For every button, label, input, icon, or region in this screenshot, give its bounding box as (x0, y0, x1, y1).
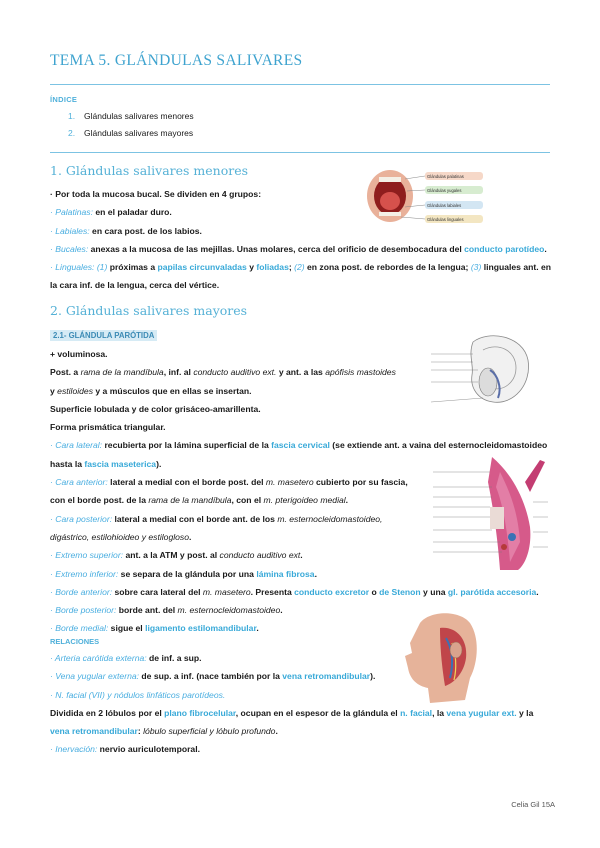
index-item[interactable]: 1. Glándulas salivares menores (68, 111, 194, 121)
link-stenon[interactable]: de Stenon (379, 586, 421, 597)
linguales-line-2: la cara inf. de la lengua, cerca del vértice. (50, 280, 220, 291)
link-lamina-fibrosa[interactable]: lámina fibrosa (256, 568, 315, 579)
title-divider (50, 84, 550, 85)
fig-label-yugales: Glándulas yugales (427, 188, 462, 193)
link-vena-yugular-ext[interactable]: vena yugular ext. (446, 707, 517, 718)
link-conducto-parotideo[interactable]: conducto parotídeo (464, 243, 545, 254)
link-fascia-maseterica[interactable]: fascia maseterica (84, 458, 157, 469)
link-fascia-cervical[interactable]: fascia cervical (271, 440, 330, 451)
fig-label-labiales: Glándulas labiales (427, 203, 462, 208)
section2-title: 2. Glándulas salivares mayores (50, 303, 248, 318)
section1-body (50, 185, 555, 295)
index-heading: ÍNDICE (50, 95, 78, 104)
intro-line: · Por toda la mucosa bucal. Se dividen en 4 grupos: (50, 189, 262, 199)
document-title: TEMA 5. GLÁNDULAS SALIVARES (50, 52, 303, 69)
link-vena-retromandibular-2[interactable]: vena retromandibular (50, 726, 138, 737)
link-vena-retromandibular[interactable]: vena retromandibular (282, 671, 371, 682)
index-item[interactable]: 2. Glándulas salivares mayores (68, 128, 194, 138)
labiales-line: · Labiales: en cara post. de los labios. (50, 225, 202, 236)
section1-title: 1. Glándulas salivares menores (50, 163, 249, 178)
fig-label-palatinas: Glándulas palatinas (427, 174, 464, 179)
link-parotida-accesoria[interactable]: gl. parótida accesoria (447, 586, 537, 597)
relations-body: · Arteria carótida externa: de inf. a sup. · Vena yugular externa: de sup. a inf. (nace también por la vena retromandibular). · N. facial (VII) y nódulos linfáticos parotídeos. Dividida en 2 lóbulos por el plano fibrocelular, ocupan en el espesor de la glándula el n. facial, la vena yugular ext. y la vena retromandibular: lóbulo superficial y lóbulo profundo. · Inervación: nervio auriculotemporal. (50, 653, 534, 755)
section2-body: + voluminosa. Post. a rama de la mandíbula, inf. al conducto auditivo ext. y ant. a las apófisis mastoides y estiloides y a músculos que en ellas se insertan. Superficie lobulada y de color grisáceo-amarillenta. Forma prismática triangular. · Cara lateral: recubierta por la lámina superficial de la fascia cervical (se extiende ant. a vaina del esternocleidomastoideo hasta la fascia maseterica). · Cara anterior: lateral a medial con el borde post. del m. masetero cubierto por su fascia, con el borde post. de la rama de la mandíbula, con el m. pterigoideo medial. · Cara posterior: lateral a medial con el borde ant. de los m. esternocleidomastoideo, digástrico, estilohioideo y estilogloso. · Extremo superior: ant. a la ATM y post. al conducto auditivo ext. · Extremo inferior: se separa de la glándula por una lámina fibrosa. · Borde anterior: sobre cara lateral del m. masetero. Presenta conducto excretor o de Stenon y una gl. parótida accesoria. · Borde posterior: borde ant. del m. esternocleidomastoideo. · Borde medial: sigue el ligamento estilomandibular. (50, 349, 548, 634)
link-n-facial[interactable]: n. facial (400, 707, 433, 718)
link-conducto-excretor[interactable]: conducto excretor (294, 586, 370, 597)
index-list (68, 108, 194, 142)
link-plano-fibrocelular[interactable]: plano fibrocelular (164, 707, 236, 718)
linguales-line: · Linguales: (1) próximas a papilas circunvaladas y foliadas; (2) en zona post. de rebordes de la lengua; (3) linguales ant. en (50, 262, 552, 273)
link-ligamento-estilomandibular[interactable]: ligamento estilomandibular (145, 623, 257, 634)
palatinas-line: · Palatinas: en el paladar duro. (50, 207, 172, 218)
parotida-subheading: 2.1- GLÁNDULA PARÓTIDA (50, 330, 157, 341)
fig-label-linguales: Glándulas linguales (427, 217, 464, 222)
relations-heading: RELACIONES (50, 637, 100, 646)
index-divider (50, 152, 550, 153)
page-footer: Celia Gil 15A (511, 800, 555, 809)
bucales-line: · Bucales: anexas a la mucosa de las mejillas. Unas molares, cerca del orificio de desembocadura del conducto parotídeo. (50, 243, 547, 254)
